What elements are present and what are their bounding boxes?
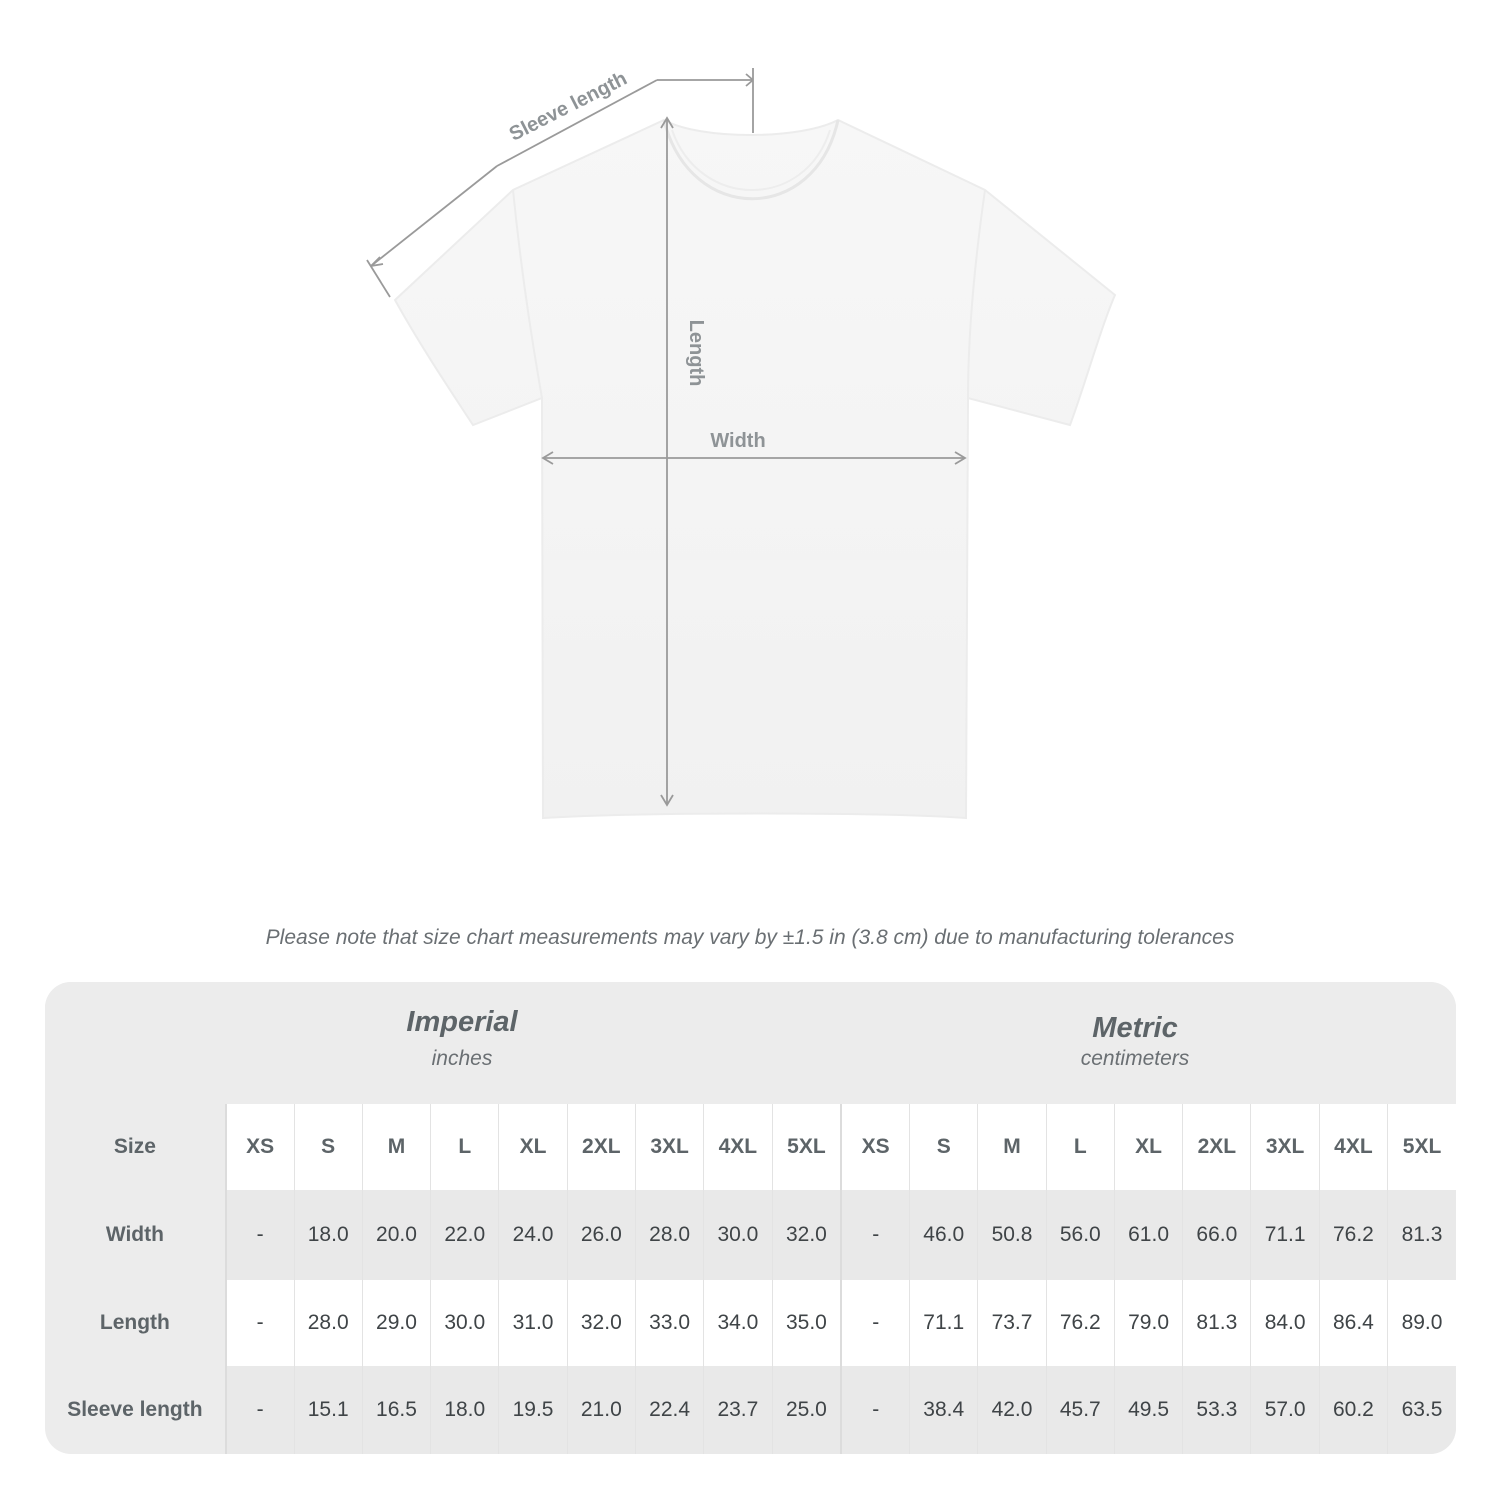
- imperial-size-4xl: 4XL: [704, 1104, 772, 1190]
- metric-size-3xl: 3XL: [1251, 1104, 1319, 1190]
- metric-size-l: L: [1046, 1104, 1114, 1190]
- table-cell: -: [841, 1366, 909, 1454]
- imperial-unit: inches: [431, 1047, 493, 1070]
- imperial-size-3xl: 3XL: [635, 1104, 703, 1190]
- length-row: [45, 1280, 1456, 1366]
- metric-heading: [1005, 1012, 1265, 1071]
- table-cell: -: [226, 1366, 294, 1454]
- table-cell: 76.2: [1046, 1280, 1114, 1366]
- table-cell: 49.5: [1114, 1366, 1182, 1454]
- table-cell: 22.0: [431, 1190, 499, 1280]
- table-cell: 81.3: [1183, 1280, 1251, 1366]
- imperial-size-xl: XL: [499, 1104, 567, 1190]
- imperial-size-2xl: 2XL: [567, 1104, 635, 1190]
- table-cell: 81.3: [1388, 1190, 1456, 1280]
- table-cell: 25.0: [772, 1366, 841, 1454]
- tshirt-shape: [395, 120, 1115, 818]
- metric-size-xl: XL: [1114, 1104, 1182, 1190]
- table-cell: -: [226, 1280, 294, 1366]
- table-cell: -: [841, 1190, 909, 1280]
- table-cell: 18.0: [431, 1366, 499, 1454]
- length-row-label: Length: [99, 1311, 170, 1334]
- table-cell: 53.3: [1183, 1366, 1251, 1454]
- size-table: [45, 1104, 1456, 1454]
- table-cell: 18.0: [294, 1190, 362, 1280]
- imperial-size-l: L: [431, 1104, 499, 1190]
- table-cell: 66.0: [1183, 1190, 1251, 1280]
- imperial-size-xs: XS: [226, 1104, 294, 1190]
- metric-size-5xl: 5XL: [1388, 1104, 1456, 1190]
- table-cell: 86.4: [1319, 1280, 1387, 1366]
- size-chart: [45, 982, 1456, 1454]
- table-cell: 28.0: [635, 1190, 703, 1280]
- table-cell: 38.4: [910, 1366, 978, 1454]
- metric-size-s: S: [910, 1104, 978, 1190]
- table-cell: 31.0: [499, 1280, 567, 1366]
- table-cell: 23.7: [704, 1366, 772, 1454]
- size-header-row: [45, 1104, 1456, 1190]
- imperial-size-m: M: [362, 1104, 430, 1190]
- table-cell: 84.0: [1251, 1280, 1319, 1366]
- table-cell: 29.0: [362, 1280, 430, 1366]
- sleeve-length-label: Sleeve length: [505, 67, 631, 146]
- table-cell: 16.5: [362, 1366, 430, 1454]
- imperial-size-5xl: 5XL: [772, 1104, 841, 1190]
- sleeve-length-row: [45, 1366, 1456, 1454]
- length-label: Length: [685, 319, 707, 387]
- width-row: [45, 1190, 1456, 1280]
- width-label: Width: [710, 430, 766, 452]
- table-cell: 33.0: [635, 1280, 703, 1366]
- table-cell: 32.0: [772, 1190, 841, 1280]
- table-cell: 15.1: [294, 1366, 362, 1454]
- table-cell: 71.1: [910, 1280, 978, 1366]
- table-cell: 35.0: [772, 1280, 841, 1366]
- metric-size-2xl: 2XL: [1183, 1104, 1251, 1190]
- table-cell: 20.0: [362, 1190, 430, 1280]
- table-cell: 28.0: [294, 1280, 362, 1366]
- size-row-label: Size: [113, 1135, 156, 1158]
- table-cell: 57.0: [1251, 1366, 1319, 1454]
- table-cell: 22.4: [635, 1366, 703, 1454]
- metric-size-4xl: 4XL: [1319, 1104, 1387, 1190]
- table-cell: 45.7: [1046, 1366, 1114, 1454]
- width-row-label: Width: [105, 1223, 164, 1246]
- metric-unit: centimeters: [1080, 1047, 1190, 1070]
- table-cell: 21.0: [567, 1366, 635, 1454]
- table-cell: 34.0: [704, 1280, 772, 1366]
- table-cell: 30.0: [431, 1280, 499, 1366]
- table-cell: 79.0: [1114, 1280, 1182, 1366]
- table-cell: 50.8: [978, 1190, 1046, 1280]
- sleeve-length-row-label: Sleeve length: [67, 1398, 203, 1421]
- table-cell: 71.1: [1251, 1190, 1319, 1280]
- table-cell: 73.7: [978, 1280, 1046, 1366]
- table-cell: 63.5: [1388, 1366, 1456, 1454]
- table-cell: 89.0: [1388, 1280, 1456, 1366]
- table-cell: 32.0: [567, 1280, 635, 1366]
- table-cell: 30.0: [704, 1190, 772, 1280]
- metric-size-xs: XS: [841, 1104, 909, 1190]
- imperial-title: Imperial: [406, 1006, 518, 1038]
- table-cell: 46.0: [910, 1190, 978, 1280]
- table-cell: 56.0: [1046, 1190, 1114, 1280]
- tolerance-note: Please note that size chart measurements may vary by ±1.5 in (3.8 cm) due to manufacturing tolerances: [265, 926, 1235, 949]
- table-cell: 76.2: [1319, 1190, 1387, 1280]
- table-cell: 19.5: [499, 1366, 567, 1454]
- metric-title: Metric: [1092, 1012, 1178, 1044]
- table-cell: 60.2: [1319, 1366, 1387, 1454]
- table-cell: 61.0: [1114, 1190, 1182, 1280]
- table-cell: -: [226, 1190, 294, 1280]
- imperial-size-s: S: [294, 1104, 362, 1190]
- metric-size-m: M: [978, 1104, 1046, 1190]
- table-cell: 24.0: [499, 1190, 567, 1280]
- table-cell: 26.0: [567, 1190, 635, 1280]
- size-chart-header: [45, 982, 1456, 1104]
- table-cell: 42.0: [978, 1366, 1046, 1454]
- table-cell: -: [841, 1280, 909, 1366]
- imperial-heading: [332, 1006, 592, 1071]
